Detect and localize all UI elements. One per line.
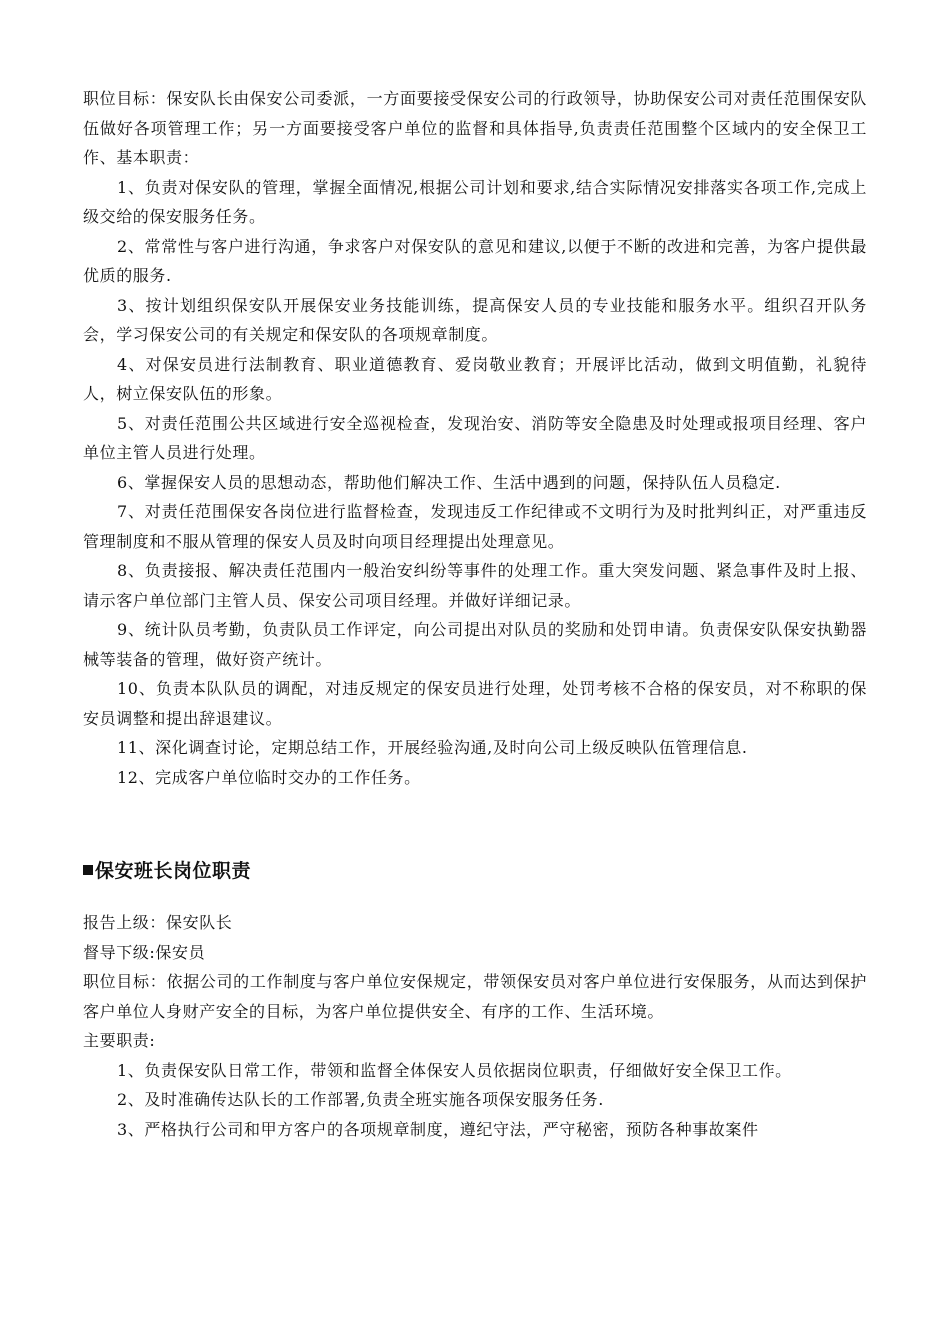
- section2-goal: 职位目标：依据公司的工作制度与客户单位安保规定，带领保安员对客户单位进行安保服务，从而达到保护客户单位人身财产安全的目标，为客户单位提供安全、有序的工作、生活环境。: [83, 972, 867, 1021]
- square-bullet-icon: [83, 865, 93, 875]
- section1-item: 5、对责任范围公共区域进行安全巡视检查，发现治安、消防等安全隐患及时处理或报项目经理、客户单位主管人员进行处理。: [83, 413, 867, 462]
- section1-item: 9、统计队员考勤，负责队员工作评定，向公司提出对队员的奖励和处罚申请。负责保安队保安执勤器械等装备的管理，做好资产统计。: [83, 620, 867, 669]
- document-page: [83, 84, 867, 1144]
- section-heading: [83, 856, 867, 886]
- section1-item: 12、完成客户单位临时交办的工作任务。: [117, 767, 421, 787]
- section1-item: 2、常常性与客户进行沟通，争求客户对保安队的意见和建议,以便于不断的改进和完善，为客户提供最优质的服务.: [83, 236, 867, 285]
- section1-item: 8、负责接报、解决责任范围内一般治安纠纷等事件的处理工作。重大突发问题、紧急事件及时上报、请示客户单位部门主管人员、保安公司项目经理。并做好详细记录。: [83, 561, 867, 610]
- section1-item: 11、深化调查讨论，定期总结工作，开展经验沟通,及时向公司上级反映队伍管理信息.: [117, 738, 748, 757]
- section1-item: 7、对责任范围保安各岗位进行监督检查，发现违反工作纪律或不文明行为及时批判纠正，对严重违反管理制度和不服从管理的保安人员及时向项目经理提出处理意见。: [83, 502, 867, 551]
- section-spacer: [83, 792, 867, 856]
- section1-intro: 职位目标：保安队长由保安公司委派，一方面要接受保安公司的行政领导，协助保安公司对责任范围保安队伍做好各项管理工作；另一方面要接受客户单位的监督和具体指导,负责责任范围整个区域内的安全保卫工作、基本职责：: [83, 89, 867, 167]
- supervise-line: 督导下级:保安员: [83, 942, 206, 962]
- section1-item: 10、负责本队队员的调配，对违反规定的保安员进行处理，处罚考核不合格的保安员，对不称职的保安员调整和提出辞退建议。: [83, 679, 867, 728]
- section2-item: 1、负责保安队日常工作，带领和监督全体保安人员依据岗位职责，仔细做好安全保卫工作。: [117, 1060, 792, 1080]
- duties-label: 主要职责:: [83, 1031, 156, 1050]
- section2-item: 3、严格执行公司和甲方客户的各项规章制度，遵纪守法，严守秘密，预防各种事故案件: [117, 1119, 759, 1139]
- report-to-line: 报告上级：保安队长: [83, 913, 233, 932]
- section2-item: 2、及时准确传达队长的工作部署,负责全班实施各项保安服务任务.: [117, 1090, 604, 1109]
- section1-item: 3、按计划组织保安队开展保安业务技能训练，提高保安人员的专业技能和服务水平。组织召开队务会，学习保安公司的有关规定和保安队的各项规章制度。: [83, 295, 867, 344]
- section1-item: 6、掌握保安人员的思想动态，帮助他们解决工作、生活中遇到的问题，保持队伍人员稳定.: [117, 472, 781, 492]
- section1-item: 1、负责对保安队的管理，掌握全面情况,根据公司计划和要求,结合实际情况安排落实各项工作,完成上级交给的保安服务任务。: [83, 177, 867, 226]
- section-heading-text: 保安班长岗位职责: [95, 860, 252, 882]
- section1-item: 4、对保安员进行法制教育、职业道德教育、爱岗敬业教育；开展评比活动，做到文明值勤，礼貌待人，树立保安队伍的形象。: [83, 354, 867, 403]
